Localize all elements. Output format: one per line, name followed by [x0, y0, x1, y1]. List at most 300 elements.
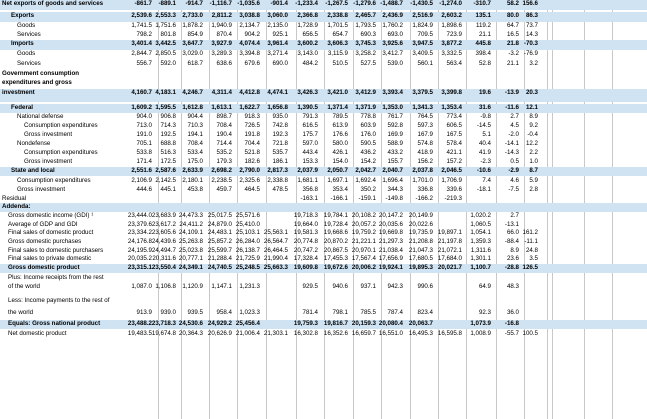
- table-cell: 2,338.8: [327, 12, 348, 19]
- table-row: [0, 167, 647, 176]
- row-label: Consumption expenditures: [24, 122, 98, 129]
- table-cell: 1,311.6: [470, 247, 491, 254]
- table-cell: 2,040.7: [382, 167, 403, 174]
- table-cell: 773.4: [446, 113, 462, 120]
- table-cell: 119.2: [475, 22, 491, 29]
- table-cell: 24,411.2: [179, 221, 203, 228]
- row-label: Services: [17, 31, 41, 38]
- table-cell: -0.4: [527, 131, 538, 138]
- table-cell: 2,551.6: [131, 167, 152, 174]
- table-cell: 19,759.2: [351, 229, 376, 236]
- table-cell: 516.3: [160, 149, 176, 156]
- table-cell: 2,037.8: [412, 167, 433, 174]
- table-cell: 705.1: [136, 140, 152, 147]
- table-row: [0, 221, 647, 229]
- table-cell: 527.5: [360, 60, 376, 67]
- table-cell: 2,338.8: [267, 177, 288, 184]
- table-cell: 16,302.8: [293, 330, 318, 337]
- table-cell: 937.1: [360, 283, 376, 290]
- table-cell: 761.7: [387, 113, 403, 120]
- table-cell: 913.9: [136, 309, 152, 316]
- row-label: Gross domestic purchases: [8, 238, 82, 245]
- table-cell: 19,924.1: [378, 264, 403, 271]
- table-cell: -13.9: [504, 89, 519, 96]
- table-cell: 25,103.1: [235, 229, 260, 236]
- table-cell: 21,038.4: [378, 247, 403, 254]
- table-cell: 709.5: [417, 31, 433, 38]
- table-row: [0, 212, 647, 221]
- table-cell: 3,426.3: [297, 89, 318, 96]
- table-cell: 597.3: [417, 122, 433, 129]
- table-cell: 23,334.2: [127, 229, 152, 236]
- table-cell: 16,352.6: [323, 330, 348, 337]
- table-cell: 2,180.1: [182, 177, 203, 184]
- table-cell: 436.2: [360, 149, 376, 156]
- table-cell: 2,811.2: [211, 12, 232, 19]
- table-cell: 19,609.8: [293, 264, 318, 271]
- table-cell: 1,371.9: [355, 104, 376, 111]
- table-cell: 533.4: [187, 149, 203, 156]
- table-cell: 0.5: [510, 158, 519, 165]
- table-cell: 20.3: [525, 89, 538, 96]
- table-cell: 172.5: [160, 158, 176, 165]
- table-cell: 1,106.8: [155, 283, 176, 290]
- table-cell: 100.5: [522, 330, 538, 337]
- table-row: [0, 60, 647, 69]
- table-cell: 25,263.8: [178, 238, 203, 245]
- row-label: Government consumption: [2, 70, 80, 77]
- row-label: Consumption expenditures: [17, 177, 91, 184]
- table-cell: 191.0: [136, 131, 152, 138]
- table-cell: 1,751.6: [155, 22, 176, 29]
- row-label: Nondefense: [17, 140, 51, 147]
- table-cell: 25,023.8: [178, 247, 203, 254]
- table-cell: 20,747.2: [293, 247, 318, 254]
- table-cell: 52.8: [478, 60, 491, 67]
- table-cell: 3,421.0: [327, 89, 348, 96]
- table-row: [0, 0, 647, 10]
- table-cell: 590.5: [360, 140, 376, 147]
- table-cell: 484.2: [302, 60, 318, 67]
- table-cell: 618.7: [187, 60, 203, 67]
- table-cell: 1,023.3: [239, 309, 260, 316]
- table-cell: 1,612.8: [182, 104, 203, 111]
- table-row: [0, 40, 647, 50]
- table-cell: 20,035.2: [127, 255, 152, 262]
- table-cell: 1,824.9: [412, 22, 433, 29]
- table-cell: 898.7: [216, 113, 232, 120]
- table-cell: 3,947.5: [412, 40, 433, 47]
- table-cell: 2,817.3: [267, 167, 288, 174]
- table-cell: -163.1: [300, 195, 318, 202]
- table-cell: 23,550.4: [151, 264, 176, 271]
- table-cell: 26,464.5: [263, 247, 288, 254]
- table-cell: 17,455.3: [323, 255, 348, 262]
- table-cell: 426.1: [332, 149, 348, 156]
- table-row: [0, 122, 647, 131]
- table-cell: 192.5: [160, 131, 176, 138]
- table-cell: 2,553.3: [155, 12, 176, 19]
- table-cell: 854.9: [187, 31, 203, 38]
- table-cell: -2.3: [480, 158, 491, 165]
- table-cell: 787.4: [387, 309, 403, 316]
- table-cell: 823.4: [417, 309, 433, 316]
- table-cell: 3,399.8: [441, 89, 462, 96]
- table-cell: 3,038.8: [239, 12, 260, 19]
- table-cell: 1,231.3: [239, 283, 260, 290]
- table-cell: 19,668.6: [323, 229, 348, 236]
- table-cell: 3,401.4: [131, 40, 152, 47]
- table-cell: -901.4: [270, 0, 288, 7]
- row-label: Net domestic product: [8, 330, 67, 337]
- table-cell: 690.3: [360, 31, 376, 38]
- table-cell: 688.8: [160, 140, 176, 147]
- row-label: Gross investment: [24, 158, 73, 165]
- table-cell: 25,663.3: [263, 264, 288, 271]
- table-cell: 445.1: [160, 186, 176, 193]
- table-cell: 58.2: [506, 0, 519, 7]
- table-cell: 19,664.0: [293, 221, 318, 228]
- table-cell: 2,587.6: [155, 167, 176, 174]
- table-cell: 19,895.3: [408, 264, 433, 271]
- table-cell: 563.4: [446, 60, 462, 67]
- table-cell: 24,109.1: [178, 229, 203, 236]
- table-cell: 726.5: [244, 122, 260, 129]
- table-cell: 1,697.1: [327, 177, 348, 184]
- table-row: [0, 283, 647, 296]
- table-cell: 704.4: [244, 140, 260, 147]
- table-cell: 1,898.6: [441, 22, 462, 29]
- table-cell: 533.8: [136, 149, 152, 156]
- table-cell: 791.3: [302, 113, 318, 120]
- table-cell: 1,609.2: [131, 104, 152, 111]
- table-cell: 176.0: [360, 131, 376, 138]
- table-cell: -14.3: [504, 149, 519, 156]
- table-cell: 86.3: [525, 12, 538, 19]
- table-cell: 26,564.7: [263, 238, 288, 245]
- table-cell: 1,656.8: [267, 104, 288, 111]
- row-label: of the world: [8, 283, 40, 290]
- table-cell: 4,074.4: [239, 40, 260, 47]
- table-cell: -1,279.6: [353, 0, 376, 7]
- table-cell: 708.4: [216, 122, 232, 129]
- table-cell: 21,990.4: [263, 255, 288, 262]
- row-label: Imports: [11, 40, 34, 47]
- table-cell: 4,474.1: [267, 89, 288, 96]
- table-cell: 157.2: [446, 158, 462, 165]
- table-cell: 1,353.0: [382, 104, 403, 111]
- row-label: Average of GDP and GDI: [8, 221, 78, 228]
- table-cell: 24,740.5: [207, 264, 232, 271]
- table-cell: 679.6: [244, 60, 260, 67]
- table-cell: 2,603.2: [441, 12, 462, 19]
- table-row: [0, 113, 647, 122]
- table-cell: 4,311.4: [211, 89, 232, 96]
- table-cell: 1,741.5: [131, 22, 152, 29]
- table-cell: 1,613.1: [211, 104, 232, 111]
- table-cell: 4,160.7: [131, 89, 152, 96]
- table-cell: 17,567.4: [351, 255, 376, 262]
- table-cell: 156.2: [417, 158, 433, 165]
- table-cell: 464.5: [244, 186, 260, 193]
- table-cell: 3,600.2: [297, 40, 318, 47]
- table-cell: 19,672.6: [323, 264, 348, 271]
- table-row: [0, 264, 647, 273]
- table-cell: -1,274.0: [439, 0, 462, 7]
- table-cell: 3,927.9: [211, 40, 232, 47]
- table-row: [0, 131, 647, 140]
- table-cell: -1,233.4: [295, 0, 318, 7]
- table-cell: 2,698.2: [211, 167, 232, 174]
- table-cell: 421.1: [446, 149, 462, 156]
- table-cell: 20,626.9: [207, 330, 232, 337]
- table-cell: 1,100.7: [470, 264, 491, 271]
- table-cell: 20,022.6: [408, 221, 433, 228]
- row-label: Equals: Gross national product: [8, 320, 101, 327]
- table-cell: 24,195.9: [127, 247, 152, 254]
- row-label: National defense: [17, 113, 64, 120]
- table-cell: 1,060.5: [470, 221, 491, 228]
- table-cell: 1,940.9: [211, 22, 232, 29]
- table-row: [0, 297, 647, 307]
- table-cell: 19.6: [478, 89, 491, 96]
- table-cell: 7.4: [482, 177, 491, 184]
- table-cell: 4.6: [510, 177, 519, 184]
- table-cell: 64.7: [506, 22, 519, 29]
- table-cell: -1,267.5: [325, 0, 348, 7]
- table-cell: 80.0: [506, 12, 519, 19]
- table-cell: 20,080.4: [378, 320, 403, 327]
- table-cell: 3,258.2: [355, 50, 376, 57]
- table-row: [0, 12, 647, 22]
- table-row: [0, 274, 647, 283]
- table-cell: -11.1: [524, 238, 538, 245]
- table-cell: -55.7: [504, 330, 519, 337]
- table-cell: 939.0: [160, 309, 176, 316]
- table-cell: 24,176.8: [127, 238, 152, 245]
- table-cell: 1,390.5: [297, 104, 318, 111]
- table-cell: 21.1: [478, 31, 491, 38]
- table-cell: 356.8: [302, 186, 318, 193]
- table-cell: 708.4: [187, 140, 203, 147]
- table-cell: 616.5: [302, 122, 318, 129]
- table-cell: 1,020.2: [470, 212, 491, 219]
- table-cell: 539.0: [387, 60, 403, 67]
- table-cell: 17,328.4: [293, 255, 318, 262]
- table-cell: 19,816.7: [323, 320, 348, 327]
- table-cell: 2,366.8: [297, 12, 318, 19]
- table-cell: 66.0: [506, 229, 519, 236]
- table-cell: 16.5: [506, 31, 519, 38]
- table-cell: 939.5: [187, 309, 203, 316]
- table-cell: 2,516.9: [412, 12, 433, 19]
- row-label: Residual: [2, 195, 27, 202]
- table-cell: 3,143.0: [297, 50, 318, 57]
- table-cell: 785.5: [360, 309, 376, 316]
- table-cell: -149.8: [385, 195, 403, 202]
- table-cell: 714.4: [216, 140, 232, 147]
- table-cell: 20,311.6: [152, 255, 176, 262]
- table-cell: 1,073.9: [470, 320, 491, 327]
- table-row: [0, 70, 647, 79]
- table-cell: 713.0: [136, 122, 152, 129]
- table-cell: 23.6: [506, 255, 519, 262]
- table-cell: 20,035.6: [378, 221, 403, 228]
- table-cell: 23,444.0: [127, 212, 152, 219]
- table-cell: 16,495.3: [408, 330, 433, 337]
- row-label: Services: [17, 60, 41, 67]
- table-cell: 21,208.8: [408, 238, 433, 245]
- table-cell: 2,142.5: [155, 177, 176, 184]
- table-cell: 353.4: [332, 186, 348, 193]
- table-cell: 21,006.4: [235, 330, 260, 337]
- row-label: Goods: [17, 50, 36, 57]
- table-cell: 23,379.6: [127, 221, 152, 228]
- table-cell: 778.8: [360, 113, 376, 120]
- table-row: [0, 89, 647, 102]
- table-cell: 2,844.7: [131, 50, 152, 57]
- row-label: expenditures and gross: [2, 79, 72, 86]
- table-cell: 19,784.1: [323, 212, 348, 219]
- table-cell: 17,680.5: [408, 255, 433, 262]
- table-cell: 742.8: [272, 122, 288, 129]
- table-cell: 1,696.4: [382, 177, 403, 184]
- row-label: investment: [2, 89, 35, 96]
- row-label: Gross investment: [17, 186, 66, 193]
- table-cell: 17,656.9: [378, 255, 403, 262]
- table-cell: 3,379.5: [412, 89, 433, 96]
- table-cell: 588.9: [387, 140, 403, 147]
- table-cell: 560.1: [417, 60, 433, 67]
- table-cell: -2.9: [508, 167, 519, 174]
- row-label: Federal: [11, 104, 34, 111]
- table-cell: 8.9: [510, 247, 519, 254]
- table-cell: 16,659.7: [351, 330, 376, 337]
- table-cell: 344.3: [387, 186, 403, 193]
- table-cell: 3,442.5: [155, 40, 176, 47]
- table-cell: 521.8: [244, 149, 260, 156]
- table-cell: 23,488.2: [127, 320, 152, 327]
- table-cell: 19,897.1: [437, 229, 462, 236]
- table-cell: 1,087.0: [131, 283, 152, 290]
- table-cell: -88.4: [504, 238, 519, 245]
- table-cell: 25,563.1: [263, 229, 288, 236]
- table-cell: 14.3: [525, 31, 538, 38]
- table-cell: 556.7: [136, 60, 152, 67]
- table-cell: 1,008.9: [470, 330, 491, 337]
- table-cell: 929.5: [302, 283, 318, 290]
- table-cell: 20,774.8: [293, 238, 318, 245]
- table-cell: -159.1: [358, 195, 376, 202]
- table-cell: 990.6: [417, 283, 433, 290]
- table-cell: 690.0: [272, 60, 288, 67]
- table-cell: 3,289.3: [211, 50, 232, 57]
- table-cell: 2,325.6: [239, 177, 260, 184]
- table-cell: 2,050.7: [327, 167, 348, 174]
- table-row: [0, 140, 647, 149]
- table-cell: 656.5: [302, 31, 318, 38]
- table-cell: 3,332.5: [441, 50, 462, 57]
- table-cell: -1,035.6: [237, 0, 260, 7]
- table-cell: 23,683.9: [151, 212, 176, 219]
- table-cell: -76.9: [523, 50, 538, 57]
- table-cell: -914.7: [185, 0, 203, 7]
- table-cell: -166.2: [415, 195, 433, 202]
- table-cell: 781.4: [302, 309, 318, 316]
- table-cell: -9.8: [480, 113, 491, 120]
- table-cell: 25,857.2: [207, 238, 232, 245]
- table-cell: 3,060.0: [267, 12, 288, 19]
- table-cell: 3.2: [529, 60, 538, 67]
- table-cell: 906.8: [160, 113, 176, 120]
- table-cell: 155.7: [387, 158, 403, 165]
- table-cell: 1,054.1: [470, 229, 491, 236]
- table-cell: 1,878.2: [182, 22, 203, 29]
- table-cell: 192.3: [272, 131, 288, 138]
- table-cell: 935.0: [272, 113, 288, 120]
- table-cell: 190.4: [216, 131, 232, 138]
- table-cell: 2,790.0: [239, 167, 260, 174]
- table-cell: 25,599.7: [207, 247, 232, 254]
- table-cell: 19,735.9: [408, 229, 433, 236]
- table-cell: 574.8: [417, 140, 433, 147]
- row-label: Addenda:: [2, 203, 31, 210]
- table-cell: 2,042.7: [355, 167, 376, 174]
- table-cell: 20,867.5: [323, 247, 348, 254]
- table-cell: 126.5: [522, 264, 538, 271]
- table-cell: 171.4: [136, 158, 152, 165]
- table-cell: 154.2: [360, 158, 376, 165]
- table-cell: 19,669.8: [378, 229, 403, 236]
- table-cell: 2,850.5: [155, 50, 176, 57]
- table-cell: 24,530.6: [178, 320, 203, 327]
- table-cell: -1,488.7: [380, 0, 403, 7]
- table-cell: 764.5: [417, 113, 433, 120]
- table-cell: -2.0: [508, 131, 519, 138]
- table-cell: 24,473.3: [178, 212, 203, 219]
- table-row: [0, 79, 647, 89]
- table-row: [0, 255, 647, 264]
- table-cell: -1,116.7: [209, 0, 232, 7]
- table-cell: -14.1: [504, 140, 519, 147]
- table-cell: 870.4: [216, 31, 232, 38]
- table-cell: 161.2: [522, 229, 538, 236]
- table-cell: 19,483.5: [127, 330, 152, 337]
- table-cell: 5.9: [529, 177, 538, 184]
- table-cell: 21,725.9: [235, 255, 260, 262]
- table-cell: 4,412.8: [239, 89, 260, 96]
- table-cell: 12.1: [525, 104, 538, 111]
- table-cell: 445.8: [475, 40, 491, 47]
- table-cell: 925.1: [272, 31, 288, 38]
- table-cell: 2.2: [529, 149, 538, 156]
- row-label: State and local: [11, 167, 55, 174]
- table-cell: 580.0: [332, 140, 348, 147]
- table-cell: 20,057.2: [351, 221, 376, 228]
- table-cell: 21,297.3: [378, 238, 403, 245]
- table-cell: 21,197.8: [437, 238, 462, 245]
- table-cell: 654.7: [332, 31, 348, 38]
- table-cell: 23,718.3: [151, 320, 176, 327]
- table-row: [0, 22, 647, 31]
- table-cell: 798.2: [136, 31, 152, 38]
- table-cell: 398.4: [475, 50, 491, 57]
- table-cell: 3,409.5: [412, 50, 433, 57]
- table-cell: 1,301.1: [470, 255, 491, 262]
- table-row: [0, 195, 647, 203]
- table-cell: 3,393.4: [382, 89, 403, 96]
- table-cell: 12.2: [525, 140, 538, 147]
